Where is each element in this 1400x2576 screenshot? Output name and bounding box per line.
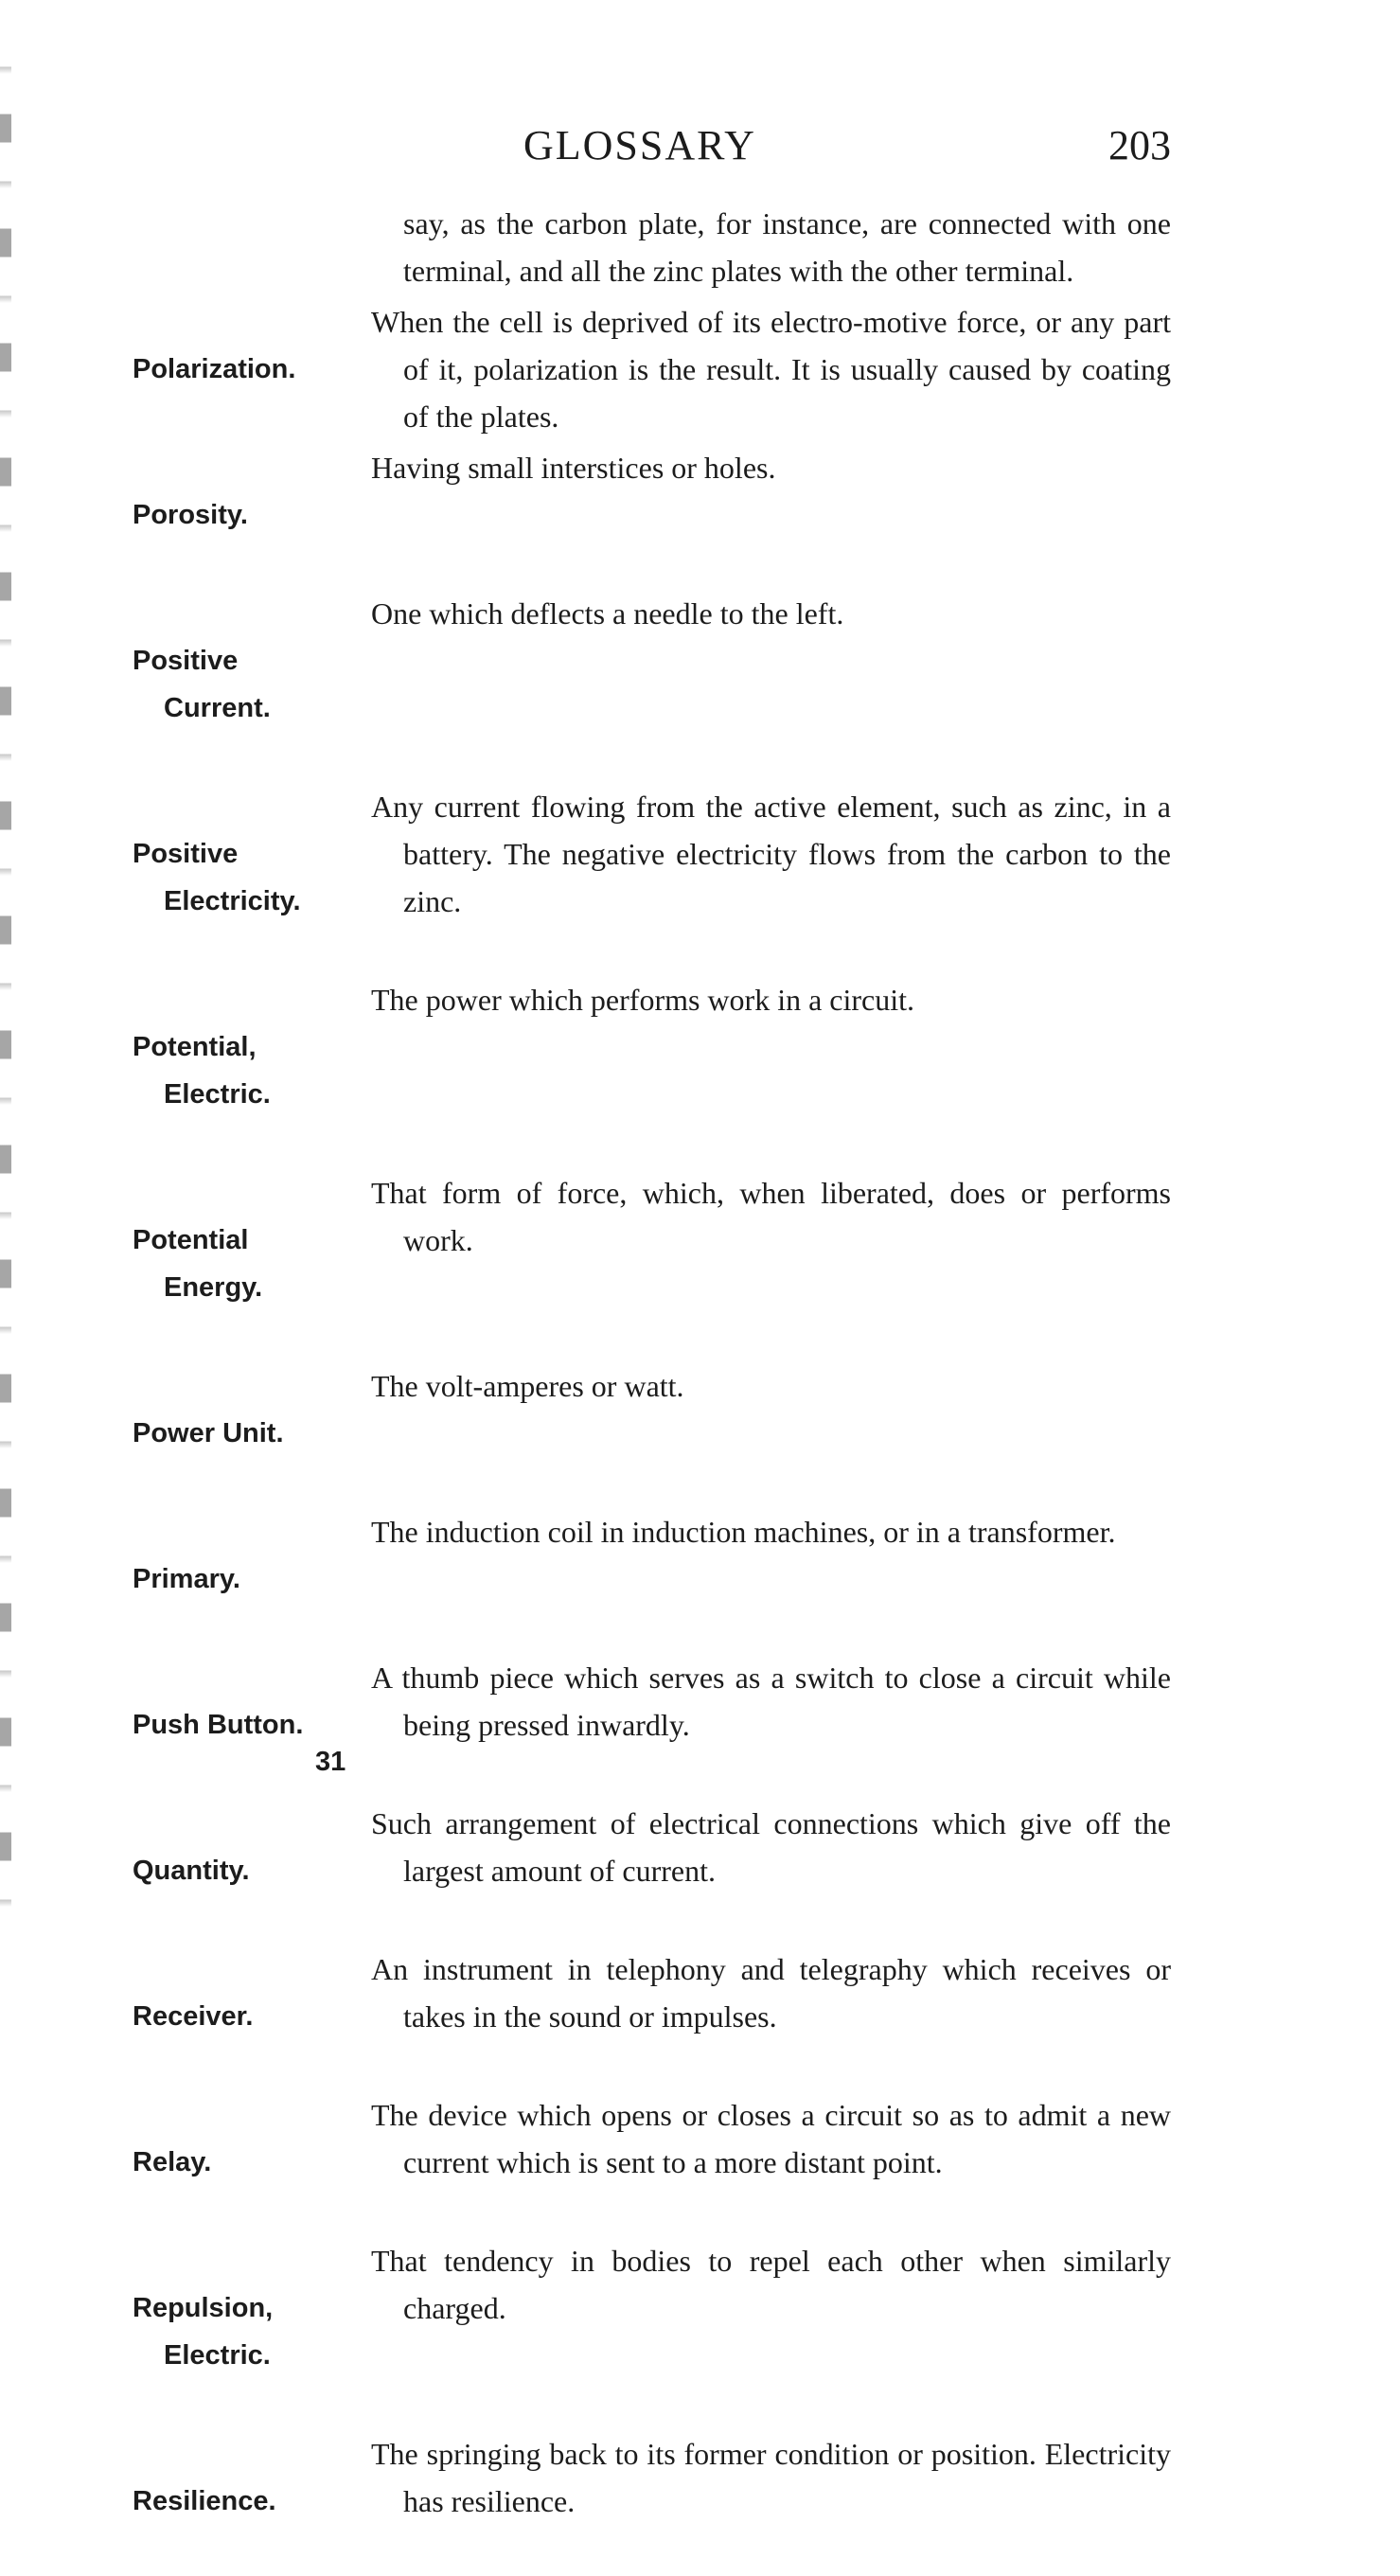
glossary-term — [133, 1945, 371, 2087]
signature-mark: 31 — [315, 1747, 346, 1777]
glossary-term — [133, 2237, 371, 2426]
term-line-1: Receiver. — [133, 2001, 254, 2032]
glossary-definition: Such arrangement of electrical connections which give off the largest amount of current. — [371, 1806, 1171, 1888]
glossary-entry — [133, 2430, 1171, 2572]
term-line-2: Electric. — [164, 2340, 271, 2371]
glossary-definition: That form of force, which, when liberated, does or performs work. — [371, 1176, 1171, 1257]
term-line-1: Power Unit. — [133, 1418, 284, 1448]
term-line-2: Energy. — [164, 1272, 263, 1303]
glossary-entry — [133, 1508, 1171, 1650]
glossary-entry — [133, 1654, 1171, 1796]
glossary-definition: The volt-amperes or watt. — [371, 1369, 684, 1403]
term-line-1: Quantity. — [133, 1856, 250, 1886]
term-line-2: Electricity. — [164, 886, 301, 916]
glossary-term — [133, 1362, 371, 1504]
glossary-entry — [133, 783, 1171, 972]
term-line-1: Potential — [133, 1225, 249, 1255]
glossary-term — [133, 590, 371, 779]
glossary-definition: The springing back to its former condition or position. Electricity has resilience. — [371, 2437, 1171, 2518]
glossary-definition: The device which opens or closes a circuit so as to admit a new current which is sent to a more distant point. — [371, 2098, 1171, 2179]
term-line-1: Positive — [133, 646, 239, 676]
term-line-1: Primary. — [133, 1564, 240, 1594]
glossary-term — [133, 1800, 371, 1942]
glossary-entry — [133, 2237, 1171, 2426]
glossary-entries — [133, 200, 1171, 2576]
glossary-definition: A thumb piece which serves as a switch to close a circuit while being pressed inwardly. — [371, 1661, 1171, 1742]
glossary-entry — [133, 1169, 1171, 1359]
glossary-term — [133, 298, 371, 440]
glossary-entry — [133, 1362, 1171, 1504]
term-line-1: Resilience. — [133, 2486, 276, 2516]
glossary-definition: That tendency in bodies to repel each other when similarly charged. — [371, 2244, 1171, 2325]
glossary-entry — [133, 298, 1171, 440]
term-line-1: Polarization. — [133, 354, 296, 384]
term-line-1: Push Button. — [133, 1710, 304, 1740]
glossary-definition: One which deflects a needle to the left. — [371, 596, 844, 631]
running-title: GLOSSARY — [523, 122, 756, 169]
glossary-term — [133, 2091, 371, 2233]
term-line-1: Potential, — [133, 1032, 257, 1062]
glossary-entry — [133, 590, 1171, 779]
glossary-definition: The induction coil in induction machines, or in a transformer. — [371, 1515, 1116, 1549]
glossary-term — [133, 783, 371, 972]
glossary-term — [133, 976, 371, 1165]
running-head — [133, 121, 1171, 178]
glossary-term — [133, 444, 371, 586]
term-line-1: Porosity. — [133, 500, 248, 530]
glossary-term — [133, 1508, 371, 1650]
term-line-2: Electric. — [164, 1079, 271, 1110]
glossary-definition: An instrument in telephony and telegraphy which receives or takes in the sound or impulses. — [371, 1952, 1171, 2034]
glossary-term — [133, 2430, 371, 2572]
binding-edge — [0, 28, 11, 1922]
term-line-2: Current. — [164, 693, 271, 723]
glossary-definition: Having small interstices or holes. — [371, 451, 776, 485]
glossary-entry — [133, 444, 1171, 586]
glossary-entry — [133, 976, 1171, 1165]
glossary-definition: Any current flowing from the active element, such as zinc, in a battery. The negative electricity flows from the carbon to the zinc. — [371, 790, 1171, 918]
term-line-1: Positive — [133, 839, 239, 869]
term-line-1: Repulsion, — [133, 2293, 274, 2323]
page-number: 203 — [1108, 122, 1171, 169]
glossary-definition: The power which performs work in a circuit. — [371, 983, 915, 1017]
glossary-entry-continuation — [133, 200, 1171, 294]
glossary-definition: When the cell is deprived of its electro-motive force, or any part of it, polarization is the result. It is usually caused by coating of the plates. — [371, 305, 1171, 434]
glossary-definition: say, as the carbon plate, for instance, are connected with one terminal, and all the zinc plates with the other terminal. — [403, 206, 1171, 288]
glossary-entry — [133, 1945, 1171, 2087]
term-line-1: Relay. — [133, 2147, 212, 2177]
glossary-term — [133, 1169, 371, 1359]
glossary-entry — [133, 1800, 1171, 1942]
glossary-entry — [133, 2091, 1171, 2233]
